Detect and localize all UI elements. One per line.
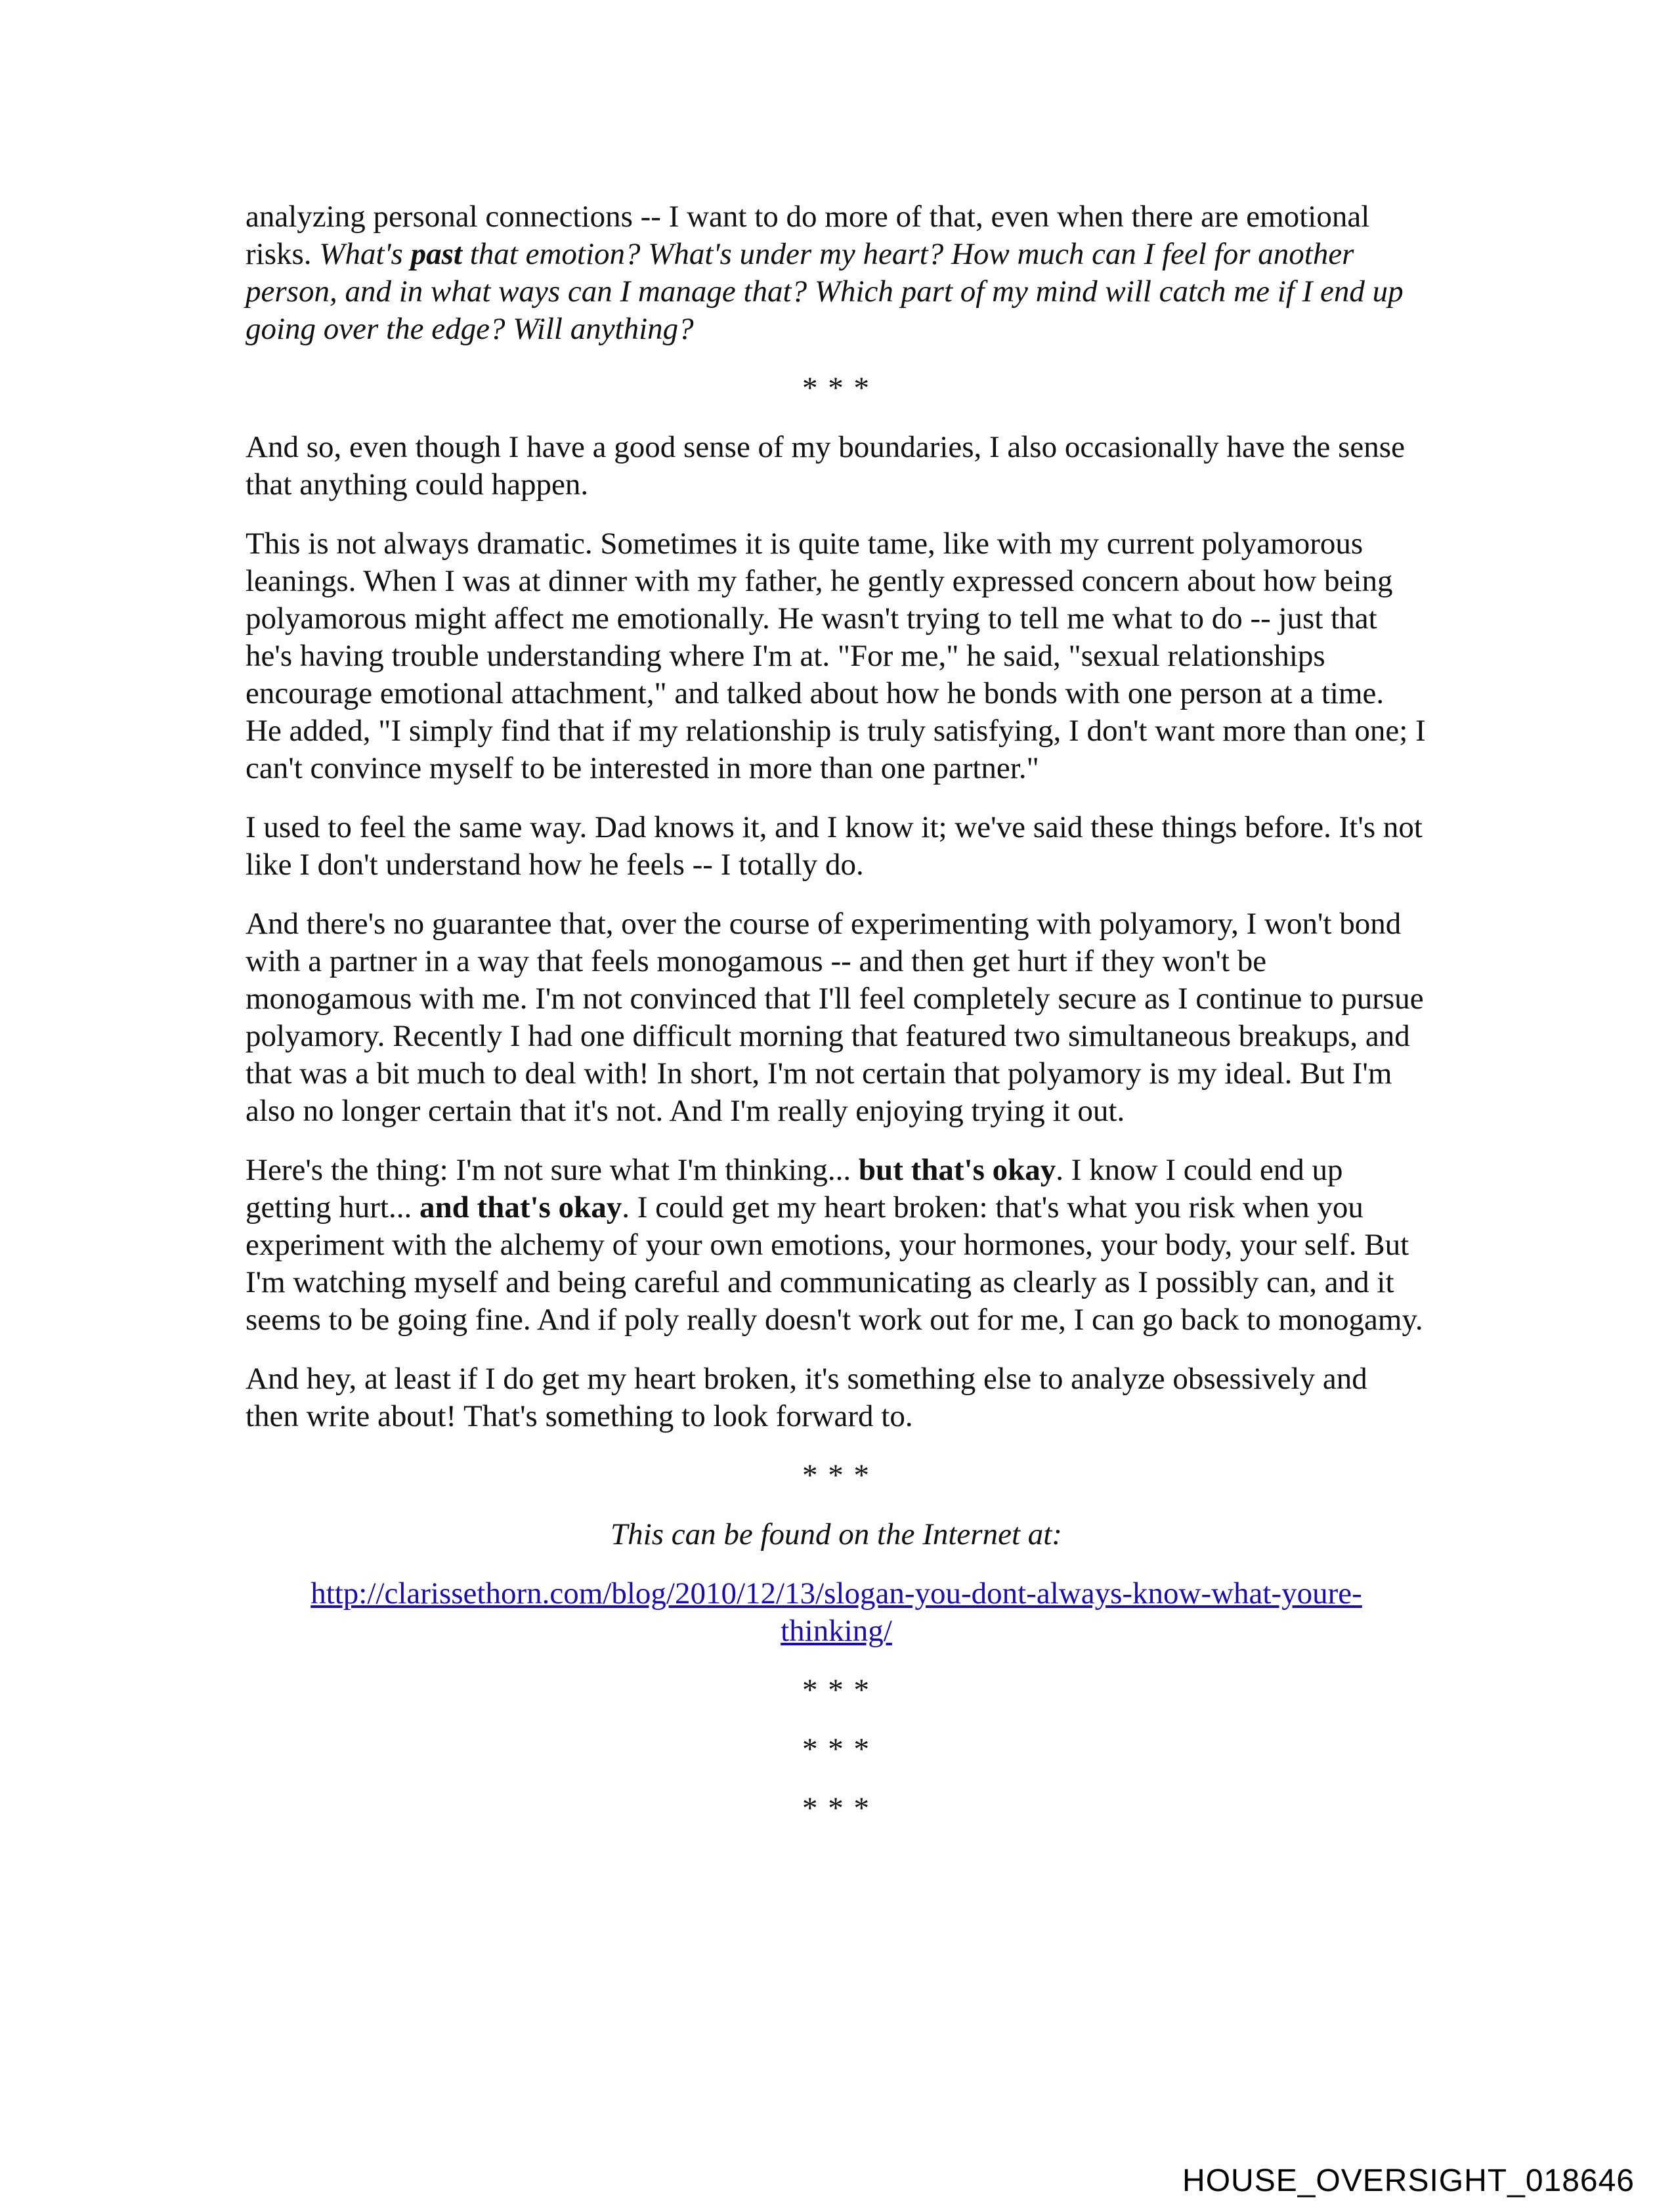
section-separator-3: * * *: [802, 1673, 870, 1707]
document-body: [246, 198, 1427, 1849]
paragraph-7: And hey, at least if I do get my heart broken, it's something else to analyze obsessively and then write about! That's something to look forward to.: [246, 1362, 1367, 1433]
section-separator-1: * * *: [802, 371, 870, 405]
paragraph-6-bold-b: and that's okay: [419, 1190, 622, 1225]
paragraph-6-text-b: . I know I could end up getting hurt...: [246, 1153, 1343, 1225]
paragraph-6-bold-a: but that's okay: [858, 1153, 1056, 1187]
paragraph-1: [246, 198, 1427, 348]
paragraph-6-text-a: Here's the thing: I'm not sure what I'm thinking...: [246, 1153, 859, 1187]
paragraph-6: [246, 1152, 1427, 1339]
paragraph-3: This is not always dramatic. Sometimes it is quite tame, like with my current polyamorous leanings. When I was at dinner with my father, he gently expressed concern about how being polyamorous might affect me emotionally. He wasn't trying to tell me what to do -- just that he's having trouble understanding where I'm at. "For me," he said, "sexual relationships encourage emotional attachment," and talked about how he bonds with one person at a time. He added, "I simply find that if my relationship is truly satisfying, I don't want more than one; I can't convince myself to be interested in more than one partner.": [246, 527, 1426, 785]
paragraph-4: I used to feel the same way. Dad knows it, and I know it; we've said these things before. It's not like I don't understand how he feels -- I totally do.: [246, 810, 1423, 882]
paragraph-1-italic-lead: What's: [319, 237, 411, 271]
paragraph-1-italic-rest: that emotion? What's under my heart? How much can I feel for another person, and in what ways can I manage that? Which part of my mind will catch me if I end up going over the edge? Will anything?: [246, 237, 1404, 346]
paragraph-6-text-c: . I could get my heart broken: that's what you risk when you experiment with the alchemy of your own emotions, your hormones, your body, your self. But I'm watching myself and being careful and communicating as clearly as I possibly can, and it seems to be going fine. And if poly really doesn't work out for me, I can go back to monogamy.: [246, 1190, 1423, 1337]
section-separator-5: * * *: [802, 1791, 870, 1825]
source-link[interactable]: [311, 1576, 1362, 1648]
bates-number: HOUSE_OVERSIGHT_018646: [1182, 2163, 1635, 2198]
source-link-wrapper: [246, 1575, 1427, 1650]
section-separator-4: * * *: [802, 1732, 870, 1766]
paragraph-1-bold-italic: past: [410, 237, 462, 271]
source-link-line-2: thinking/: [781, 1614, 892, 1648]
paragraph-2: And so, even though I have a good sense of my boundaries, I also occasionally have the sense that anything could happen.: [246, 430, 1405, 502]
source-label: This can be found on the Internet at:: [611, 1517, 1062, 1551]
paragraph-1-text: analyzing personal connections -- I want to do more of that, even when there are emotional risks.: [246, 200, 1370, 271]
paragraph-5: And there's no guarantee that, over the course of experimenting with polyamory, I won't bond with a partner in a way that feels monogamous -- and then get hurt if they won't be monogamous with me. I'm not convinced that I'll feel completely secure as I continue to pursue polyamory. Recently I had one difficult morning that featured two simultaneous breakups, and that was a bit much to deal with! In short, I'm not certain that polyamory is my ideal. But I'm also no longer certain that it's not. And I'm really enjoying trying it out.: [246, 907, 1424, 1128]
source-link-line-1: http://clarissethorn.com/blog/2010/12/13/slogan-you-dont-always-know-what-youre-: [311, 1576, 1362, 1611]
section-separator-2: * * *: [802, 1458, 870, 1492]
